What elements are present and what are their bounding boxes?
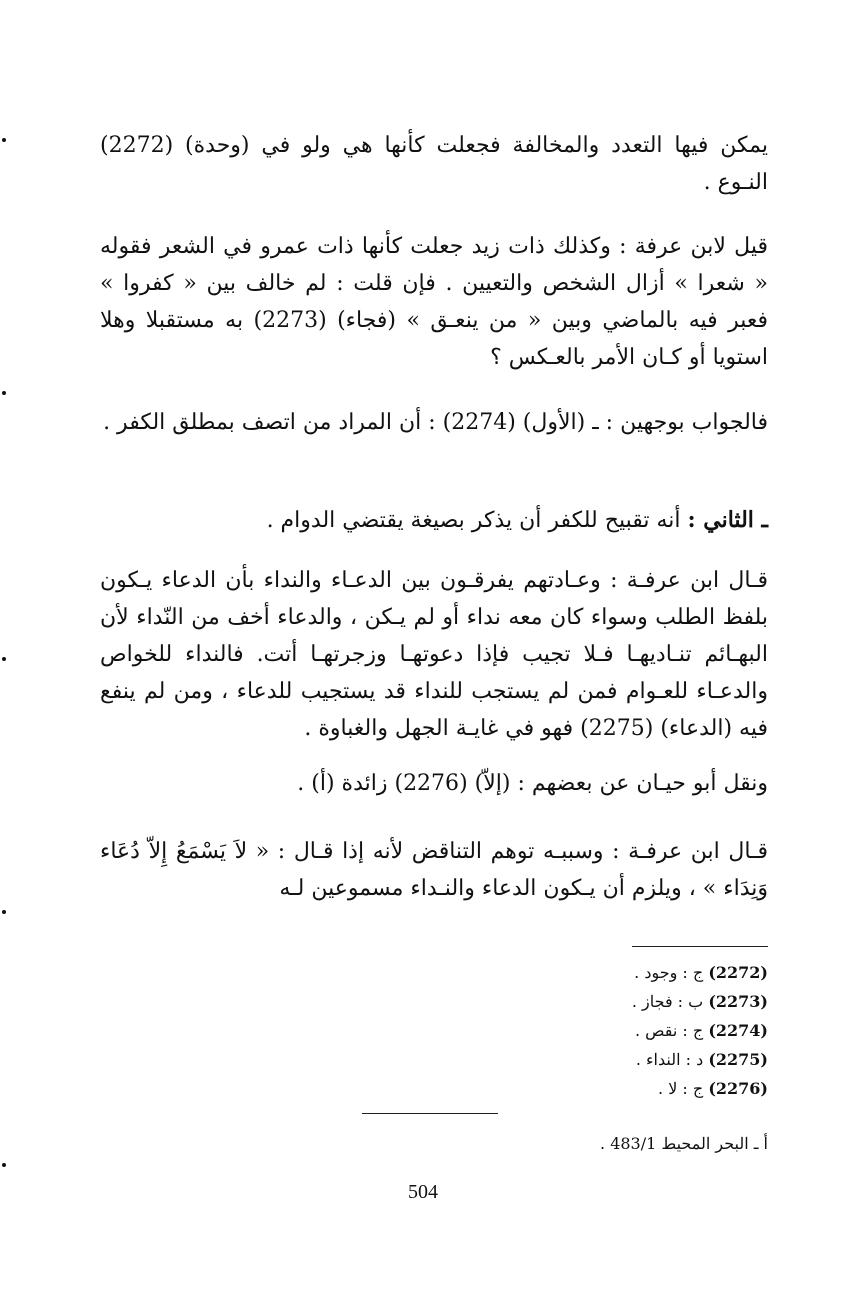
paragraph-heading: ـ الثاني : xyxy=(687,507,768,533)
footnote-text: ج : لا . xyxy=(658,1079,704,1098)
margin-mark xyxy=(2,1163,6,1167)
footnote-separator xyxy=(632,946,768,947)
paragraph-text xyxy=(100,502,768,539)
paragraph-7 xyxy=(100,833,768,907)
margin-mark xyxy=(2,391,6,395)
paragraph-text: قـال ابن عرفـة : وسببـه توهم التناقض لأنه إذا قـال : « لاَ يَسْمَعُ إِلاّ دُعَاء وَنِدَاء » ، ويلزم أن يـكون الدعاء والنـداء مسموعين لـه xyxy=(100,839,768,901)
margin-mark xyxy=(2,138,6,142)
footnote-item xyxy=(500,1074,768,1103)
margin-mark xyxy=(2,910,6,914)
page-number: 504 xyxy=(408,1181,438,1203)
paragraph-3 xyxy=(100,404,768,441)
footnotes-list xyxy=(500,958,768,1103)
footnote-text: ب : فجاز . xyxy=(631,992,704,1011)
paragraph-text: يمكن فيها التعدد والمخالفة فجعلت كأنها هي ولو في (وحدة) (2272) النـوع . xyxy=(100,133,768,195)
paragraph-body: أنه تقبيح للكفر أن يذكر بصيغة يقتضي الدوام . xyxy=(266,508,688,533)
footnote-number: (2274) xyxy=(708,1021,768,1040)
footnote-text: د : النداء . xyxy=(635,1050,704,1069)
footnote-number: (2272) xyxy=(708,963,768,982)
footnote-number: (2275) xyxy=(708,1050,768,1069)
margin-mark xyxy=(2,657,6,661)
footnote-item xyxy=(500,1016,768,1045)
paragraph-text: ونقل أبو حيـان عن بعضهم : (إلاّ) (2276) زائدة (أ) . xyxy=(297,771,768,796)
paragraph-5 xyxy=(100,562,768,747)
footnote-number: (2273) xyxy=(708,992,768,1011)
source-note: أ ـ البحر المحيط 483/1 . xyxy=(600,1134,768,1153)
footnote-item xyxy=(500,987,768,1016)
footnote-item xyxy=(500,1045,768,1074)
footnote-text: ج : وجود . xyxy=(634,963,704,982)
footnote-item xyxy=(500,958,768,987)
paragraph-1 xyxy=(100,127,768,201)
paragraph-4 xyxy=(100,502,768,539)
footnote-number: (2276) xyxy=(708,1079,768,1098)
paragraph-2 xyxy=(100,228,768,376)
paragraph-6 xyxy=(100,765,768,802)
paragraph-text: قيل لابن عرفة : وكذلك ذات زيد جعلت كأنها ذات عمرو في الشعر فقوله « شعرا » أزال الشخص والتعيين . فإن قلت : لم خالف بين « كفروا » فعبر فيه بالماضي وبين « من ينعـق » (فجاء) (2273) به مستقبلا وهلا استويا أو كـان الأمر بالعـكس ؟ xyxy=(100,234,768,370)
source-separator xyxy=(362,1113,498,1114)
paragraph-text: قـال ابن عرفـة : وعـادتهم يفرقـون بين الدعـاء والنداء بأن الدعاء يـكون بلفظ الطلب وسواء كان معه نداء أو لم يـكن ، والدعاء أخف من النّداء لأن البهـائم تنـاديهـا فـلا تجيب فإذا دعوتهـا وزجرتهـا أتت. فالنداء للخواص والدعـاء للعـوام فمن لم يستجب للنداء قد يستجيب للدعاء ، ومن لم ينفع فيه (الدعاء) (2275) فهو في غايـة الجهل والغباوة . xyxy=(100,568,768,741)
footnote-text: ج : نقص . xyxy=(635,1021,704,1040)
paragraph-text: فالجواب بوجهين : ـ (الأول) (2274) : أن المراد من اتصف بمطلق الكفر . xyxy=(103,410,768,435)
